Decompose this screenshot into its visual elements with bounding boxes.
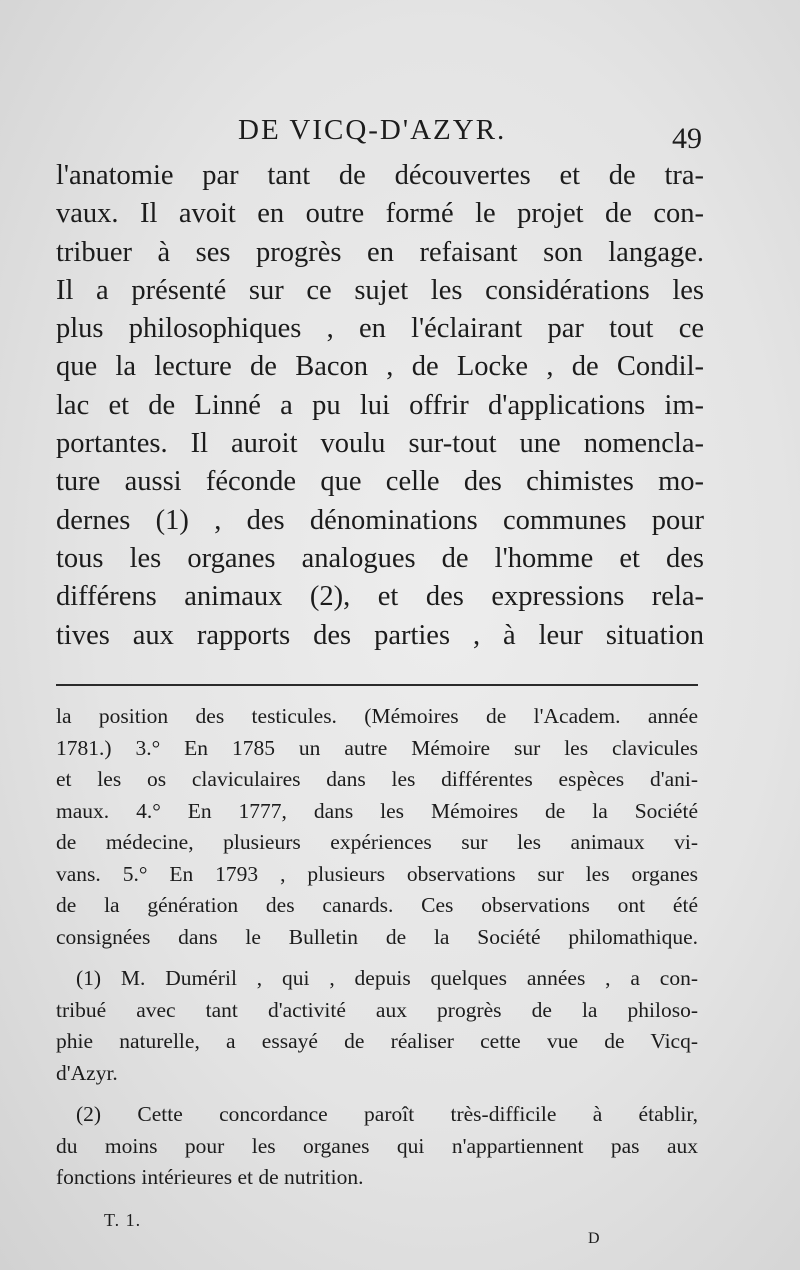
footnote-continued — [56, 701, 698, 953]
footnote-line: (1) M. Duméril , qui , depuis quelques années , a con- — [76, 966, 698, 990]
footnote-line: 1781.) 3.° En 1785 un autre Mémoire sur les clavicules — [56, 735, 698, 760]
text-line: l'anatomie par tant de découvertes et de tra- — [56, 160, 704, 191]
footnote-line: du moins pour les organes qui n'appartiennent pas aux — [56, 1133, 698, 1158]
footnote-line: vans. 5.° En 1793 , plusieurs observations sur les organes — [56, 861, 698, 886]
footnote-1 — [56, 963, 698, 1089]
text-line: plus philosophiques , en l'éclairant par tout ce — [56, 313, 704, 345]
footnote-line: de la génération des canards. Ces observations ont été — [56, 893, 698, 917]
page-header — [0, 112, 800, 155]
footnote-line: la position des testicules. (Mémoires de l'Academ. année — [56, 704, 698, 728]
footnote-line: d'Azyr. — [56, 1060, 118, 1085]
footnote-line: consignées dans le Bulletin de la Société philomathique. — [56, 924, 698, 949]
footnote-line: de médecine, plusieurs expériences sur les animaux vi- — [56, 830, 698, 854]
text-line: tous les organes analogues de l'homme et des — [56, 542, 704, 574]
footnote-line: et les os claviculaires dans les différentes espèces d'ani- — [56, 767, 698, 791]
text-line: dernes (1) , des dénominations communes pour — [56, 504, 704, 536]
text-line: portantes. Il auroit voulu sur-tout une nomencla- — [56, 428, 704, 460]
footnote-line: fonctions intérieures et de nutrition. — [56, 1165, 364, 1189]
footnote-line: (2) Cette concordance paroît très-difficile à établir, — [76, 1102, 698, 1126]
main-text — [56, 157, 704, 655]
footnote-2 — [56, 1099, 698, 1194]
running-head: DE VICQ-D'AZYR. — [238, 114, 507, 146]
footnote-line: tribué avec tant d'activité aux progrès de la philoso- — [56, 997, 698, 1022]
footnote-divider — [56, 684, 698, 686]
page-number: 49 — [672, 122, 702, 155]
footnotes — [56, 701, 698, 1204]
text-line: que la lecture de Bacon , de Locke , de Condil- — [56, 351, 704, 383]
text-line: tives aux rapports des parties , à leur situation — [56, 619, 704, 651]
footnote-line: maux. 4.° En 1777, dans les Mémoires de la Société — [56, 798, 698, 823]
signature-mark: T. 1. — [104, 1210, 142, 1230]
footnote-line: phie naturelle, a essayé de réaliser cette vue de Vicq- — [56, 1029, 698, 1053]
text-line: Il a présenté sur ce sujet les considérations les — [56, 274, 704, 306]
text-line: lac et de Linné a pu lui offrir d'applications im- — [56, 389, 704, 421]
text-line: tribuer à ses progrès en refaisant son langage. — [56, 236, 704, 268]
gathering-mark: D — [588, 1230, 600, 1247]
text-line: différens animaux (2), et des expressions rela- — [56, 581, 704, 613]
text-line: ture aussi féconde que celle des chimistes mo- — [56, 466, 704, 498]
text-line: vaux. Il avoit en outre formé le projet de con- — [56, 198, 704, 230]
